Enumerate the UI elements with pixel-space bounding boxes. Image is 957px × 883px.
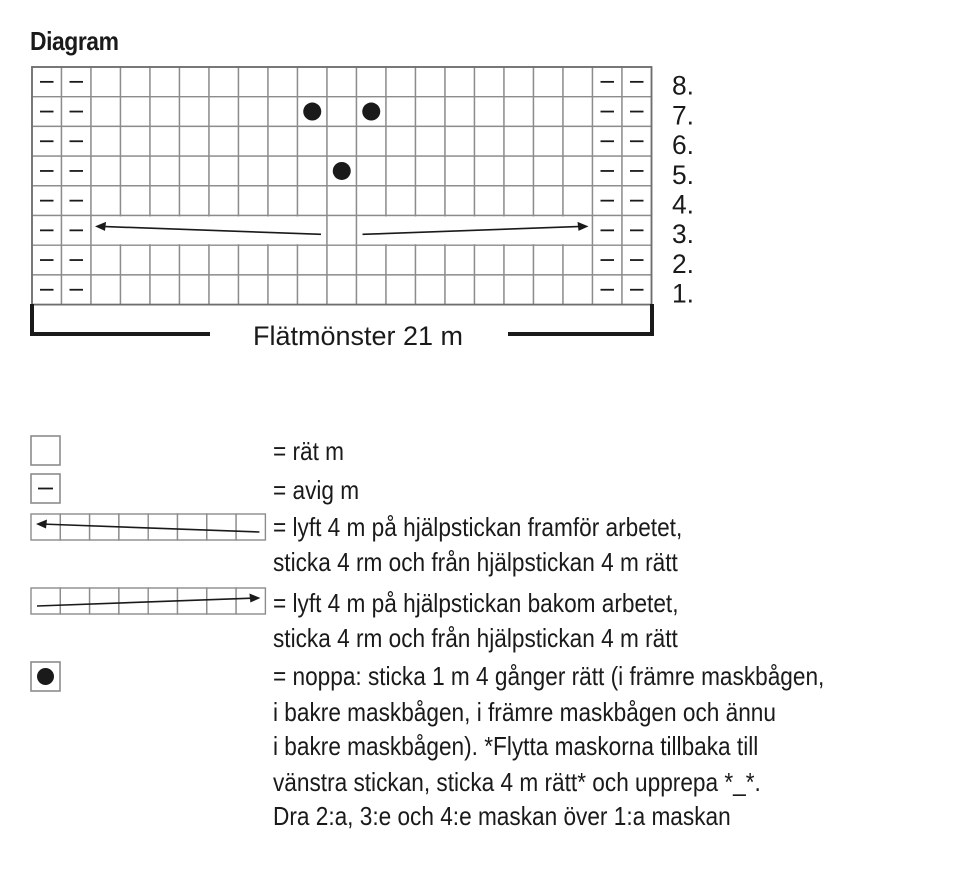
chart-cell xyxy=(268,126,298,156)
chart-cell xyxy=(327,245,357,275)
chart-cell xyxy=(239,245,269,275)
chart-cell xyxy=(91,67,121,97)
chart-cell xyxy=(563,245,593,275)
chart-cell xyxy=(475,245,505,275)
chart-cell xyxy=(357,126,387,156)
chart-cell xyxy=(504,275,534,305)
chart-cell xyxy=(475,97,505,127)
chart-cell xyxy=(504,126,534,156)
chart-cell xyxy=(91,97,121,127)
legend-symbols xyxy=(31,436,265,691)
chart-cell xyxy=(180,156,210,186)
chart-cell xyxy=(445,156,475,186)
chart-cell xyxy=(209,156,239,186)
chart-cell xyxy=(386,97,416,127)
legend-bobble-text: i bakre maskbågen, i främre maskbågen och ännu xyxy=(273,697,776,727)
chart-cell xyxy=(150,156,180,186)
chart-cell xyxy=(504,97,534,127)
legend-cable-cell xyxy=(119,588,148,614)
legend-bobble-text: = noppa: sticka 1 m 4 gånger rätt (i främre maskbågen, xyxy=(273,661,825,691)
chart-cell xyxy=(180,275,210,305)
bracket-left-line xyxy=(32,304,210,334)
row-label: 7. xyxy=(672,100,694,131)
legend-cable-back-text: = lyft 4 m på hjälpstickan bakom arbetet, xyxy=(273,588,679,618)
chart-cell xyxy=(475,126,505,156)
row-label: 4. xyxy=(672,189,694,220)
chart-cell xyxy=(121,186,151,216)
chart-cell xyxy=(209,186,239,216)
chart-cell xyxy=(563,156,593,186)
chart-cell xyxy=(327,67,357,97)
chart-cell xyxy=(239,97,269,127)
chart-cell xyxy=(121,126,151,156)
chart-cell xyxy=(386,186,416,216)
chart-cell xyxy=(268,97,298,127)
chart-cell xyxy=(209,97,239,127)
chart-cell xyxy=(121,275,151,305)
bracket-right-line xyxy=(508,304,652,334)
chart-cell xyxy=(121,156,151,186)
chart-cell xyxy=(416,126,446,156)
chart-cell xyxy=(91,156,121,186)
chart-cell xyxy=(445,245,475,275)
chart-cell xyxy=(445,186,475,216)
legend-cable-cell xyxy=(148,514,177,540)
chart-cell xyxy=(239,275,269,305)
chart-cell xyxy=(445,126,475,156)
legend-bobble-text: i bakre maskbågen). *Flytta maskorna tillbaka till xyxy=(273,731,759,761)
chart-cell xyxy=(91,126,121,156)
chart-cell xyxy=(298,126,328,156)
chart-cell xyxy=(327,97,357,127)
legend-cable-cell xyxy=(178,514,207,540)
chart-cell xyxy=(416,245,446,275)
chart-cell xyxy=(416,67,446,97)
chart-cell xyxy=(504,245,534,275)
chart-cell xyxy=(121,67,151,97)
chart-cell xyxy=(209,275,239,305)
chart-cell xyxy=(386,67,416,97)
chart-cell xyxy=(239,156,269,186)
chart-cell xyxy=(298,67,328,97)
legend-cable-front-text: = lyft 4 m på hjälpstickan framför arbetet, xyxy=(273,512,683,542)
chart-cell xyxy=(150,186,180,216)
chart-cell xyxy=(209,126,239,156)
chart-cell xyxy=(239,186,269,216)
chart-cell xyxy=(268,245,298,275)
chart-cell xyxy=(534,275,564,305)
chart-cell xyxy=(534,126,564,156)
chart-cell xyxy=(445,67,475,97)
row-label: 5. xyxy=(672,159,694,190)
diagram-title: Diagram xyxy=(30,26,119,56)
chart-cell xyxy=(91,275,121,305)
chart-cell xyxy=(416,275,446,305)
chart-cell xyxy=(327,275,357,305)
chart-cell xyxy=(563,186,593,216)
chart-cell xyxy=(563,275,593,305)
chart-cell xyxy=(445,275,475,305)
legend-bobble-text: Dra 2:a, 3:e och 4:e maskan över 1:a maskan xyxy=(273,801,731,831)
bobble-dot xyxy=(37,668,54,685)
chart-cell xyxy=(504,156,534,186)
chart-cell xyxy=(386,245,416,275)
chart-cell xyxy=(298,245,328,275)
chart-cell xyxy=(298,275,328,305)
bobble-dot xyxy=(362,103,380,121)
chart-cell xyxy=(357,156,387,186)
chart-cell xyxy=(150,275,180,305)
chart-cell xyxy=(209,67,239,97)
chart-cell xyxy=(239,126,269,156)
chart-cell xyxy=(416,156,446,186)
chart-cell xyxy=(534,186,564,216)
chart-cell xyxy=(445,97,475,127)
chart-cell xyxy=(239,67,269,97)
bobble-dot xyxy=(333,162,351,180)
chart-cell xyxy=(504,186,534,216)
legend-purl-text: = avig m xyxy=(273,475,360,505)
chart-cell xyxy=(91,186,121,216)
legend-knit-symbol xyxy=(31,436,60,465)
bobble-dot xyxy=(303,103,321,121)
chart-cell xyxy=(121,245,151,275)
chart-cell xyxy=(534,156,564,186)
chart-cell xyxy=(357,275,387,305)
chart-cell xyxy=(150,97,180,127)
chart-cell xyxy=(357,186,387,216)
chart-cell xyxy=(150,126,180,156)
row-label: 8. xyxy=(672,70,694,101)
chart-cell xyxy=(268,275,298,305)
chart-cell xyxy=(563,126,593,156)
chart-cell xyxy=(121,97,151,127)
chart-cell xyxy=(268,67,298,97)
chart-cell xyxy=(268,186,298,216)
chart-cell xyxy=(357,67,387,97)
chart-cell xyxy=(180,245,210,275)
row-label: 2. xyxy=(672,248,694,279)
chart-cell xyxy=(386,156,416,186)
legend-cable-cell xyxy=(207,588,236,614)
chart-cell xyxy=(475,275,505,305)
chart-cell xyxy=(534,245,564,275)
legend-cable-cell xyxy=(60,588,89,614)
chart-cell xyxy=(180,97,210,127)
chart-cell xyxy=(327,126,357,156)
chart-cell xyxy=(180,67,210,97)
legend-knit-text: = rät m xyxy=(273,436,345,466)
legend-cable-cell xyxy=(90,588,119,614)
chart-cell xyxy=(386,275,416,305)
chart-cell xyxy=(504,67,534,97)
chart-cell xyxy=(534,97,564,127)
chart-cell xyxy=(416,97,446,127)
chart-cell xyxy=(150,245,180,275)
legend-bobble-text: vänstra stickan, sticka 4 m rätt* och upprepa *_*. xyxy=(273,767,761,797)
chart-cell xyxy=(386,126,416,156)
chart-cell xyxy=(180,186,210,216)
chart-cell xyxy=(563,97,593,127)
chart-cell xyxy=(298,186,328,216)
legend-cable-cell xyxy=(236,514,265,540)
row-label: 3. xyxy=(672,219,694,250)
chart-cell xyxy=(357,245,387,275)
chart-cell xyxy=(416,186,446,216)
chart-cell xyxy=(91,245,121,275)
legend-cable-cell xyxy=(207,514,236,540)
chart-cell xyxy=(327,216,357,246)
chart-grid xyxy=(32,67,652,305)
chart-cell xyxy=(475,67,505,97)
legend-cable-front-text: sticka 4 rm och från hjälpstickan 4 m rätt xyxy=(273,547,678,577)
stitch-count-bracket xyxy=(32,304,652,351)
chart-cell xyxy=(298,156,328,186)
row-labels xyxy=(672,71,694,309)
chart-cell xyxy=(563,67,593,97)
chart-cell xyxy=(534,67,564,97)
row-label: 1. xyxy=(672,278,694,309)
row-label: 6. xyxy=(672,130,694,161)
legend-cable-cell xyxy=(31,588,60,614)
chart-cell xyxy=(327,186,357,216)
legend-cable-cell xyxy=(60,514,89,540)
bracket-label: Flätmönster 21 m xyxy=(253,321,463,351)
chart-cell xyxy=(150,67,180,97)
chart-cell xyxy=(209,245,239,275)
chart-cell xyxy=(268,156,298,186)
chart-cell xyxy=(475,156,505,186)
chart-cell xyxy=(475,186,505,216)
chart-cell xyxy=(180,126,210,156)
legend-cable-back-text: sticka 4 rm och från hjälpstickan 4 m rätt xyxy=(273,623,678,653)
